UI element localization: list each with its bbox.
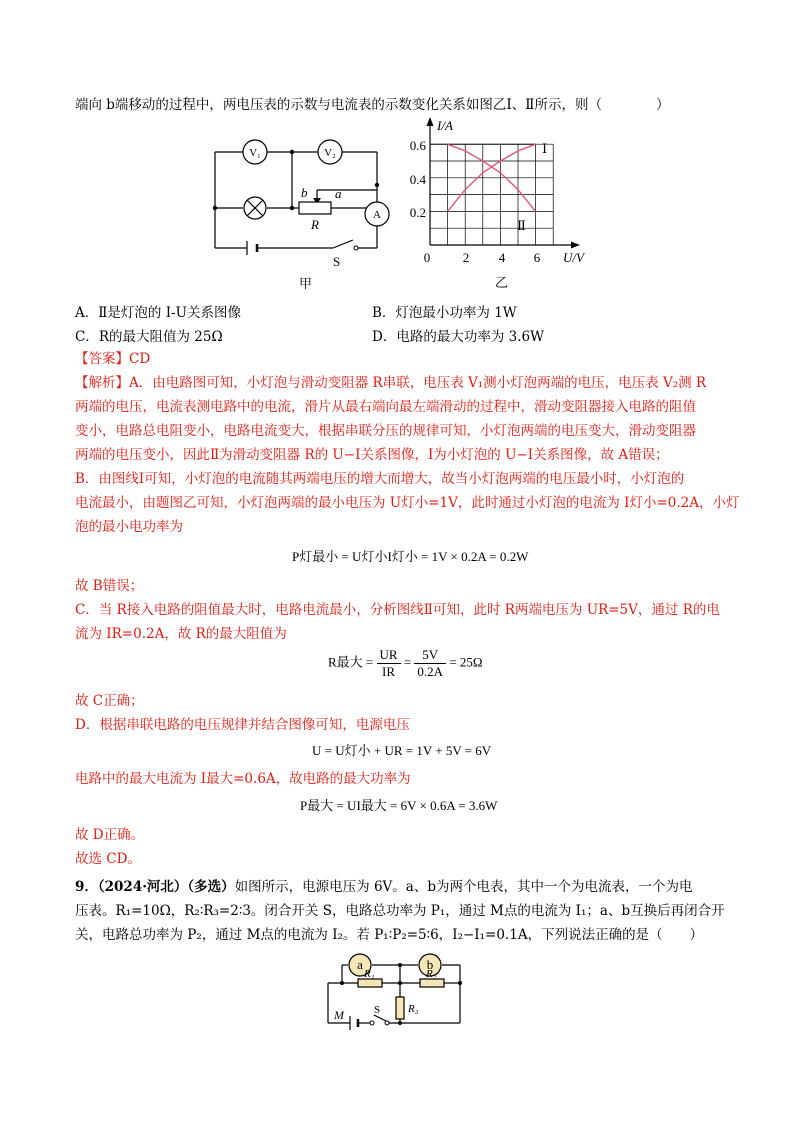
- curve-label-1: Ⅰ: [542, 141, 548, 156]
- resistor-r2-label: R₂: [426, 968, 437, 980]
- analysis-line: D．根据串联电路的电压规律并结合图像可知，电源电压: [75, 717, 410, 733]
- resistor-r3-label: R₃: [408, 1003, 419, 1015]
- circuit-diagram-q9: [320, 945, 470, 1030]
- rheostat-r-label: R: [311, 217, 319, 232]
- fraction-values: [414, 647, 446, 680]
- meter-a-label: a: [357, 957, 363, 972]
- analysis-line: 故 D正确。: [75, 827, 145, 843]
- switch-s-label: S: [374, 1004, 381, 1016]
- circuit-diagram-jia: [205, 130, 405, 295]
- equation-3: U = U灯小 + UR = 1V + 5V = 6V: [312, 743, 492, 758]
- analysis-line: 两端的电压，电流表测电路中的电流，滑片从最右端向最左端滑动的过程中，滑动变阻器接入电路的阻值: [75, 399, 696, 415]
- analysis-line: 电路中的最大电流为 I最大=0.6A，故电路的最大功率为: [75, 771, 411, 787]
- voltmeter-v1-label: V₁: [249, 147, 261, 159]
- point-m-label: M: [334, 1008, 344, 1022]
- analysis-line: B．由图线Ⅰ可知，小灯泡的电流随其两端电压的增大而增大，故当小灯泡两端的电压最小时，小灯泡的: [75, 471, 685, 487]
- analysis-line: C．当 R接入电路的阻值最大时，电路电流最小，分析图线Ⅱ可知，此时 R两端电压为 UR=5V，通过 R的电: [75, 602, 720, 618]
- intro-line: 端向 b端移动的过程中，两电压表的示数与电流表的示数变化关系如图乙Ⅰ、Ⅱ所示，则（ ）: [75, 97, 670, 113]
- equation-2-left: R最大 =: [328, 654, 374, 670]
- y-axis-label: I/A: [437, 118, 453, 133]
- equation-1: P灯最小 = U灯小I灯小 = 1V × 0.2A = 0.2W: [292, 549, 529, 564]
- analysis-line: 变小，电路总电阻变小，电路电流变大，根据串联分压的规律可知，小灯泡两端的电压变大，滑动变阻器: [75, 423, 696, 439]
- option-c: C．R的最大阻值为 25Ω: [75, 329, 223, 345]
- x-axis-label: U/V: [563, 250, 584, 265]
- equals-sign: =: [403, 654, 412, 670]
- fraction-numerator: 5V: [414, 647, 446, 664]
- ammeter-label: A: [373, 209, 381, 221]
- switch-s-label: S: [333, 254, 341, 269]
- option-a: A．Ⅱ是灯泡的 I-U关系图像: [75, 305, 241, 321]
- terminal-b-label: b: [301, 185, 308, 200]
- resistor-r1-label: R₁: [364, 968, 375, 980]
- analysis-line: 【解析】A．由电路图可知，小灯泡与滑动变阻器 R串联，电压表 V₁测小灯泡两端的电压，电压表 V₂测 R: [75, 375, 707, 391]
- analysis-line: 泡的最小电功率为: [75, 519, 183, 535]
- x-tick-label: 2: [462, 250, 470, 265]
- y-tick-label: 0.4: [409, 172, 426, 187]
- analysis-line: 故 C正确；: [75, 693, 144, 709]
- analysis-line: 两端的电压变小，因此Ⅱ为滑动变阻器 R的 U−I关系图像，Ⅰ为小灯泡的 U−I关系图像，故 A错误；: [75, 447, 669, 463]
- x-tick-label: 6: [533, 250, 541, 265]
- y-tick-label: 0.2: [409, 205, 426, 220]
- origin-label: 0: [423, 250, 431, 265]
- option-d: D．电路的最大功率为 3.6W: [372, 329, 544, 345]
- x-tick-label: 4: [498, 250, 506, 265]
- analysis-line: 电流最小，由题图乙可知，小灯泡两端的最小电压为 U灯小=1V，此时通过小灯泡的电流为 I灯小=0.2A，小灯: [75, 495, 740, 511]
- option-b: B．灯泡最小功率为 1W: [372, 305, 517, 321]
- question-9-line-1: [75, 877, 693, 897]
- fraction-ur-ir: [377, 647, 401, 680]
- figure-yi-caption: 乙: [495, 275, 509, 290]
- answer: 【答案】CD: [75, 351, 151, 367]
- question-9-number: 9．（2024·河北）（多选）: [75, 879, 235, 895]
- question-9-line-3: 关，电路总功率为 P₂，通过 M点的电流为 I₂。若 P₁∶P₂=5∶6，I₂−I₁=0.1A，下列说法正确的是（ ）: [75, 927, 704, 943]
- fraction-denominator: 0.2A: [417, 664, 444, 679]
- meter-b-label: b: [426, 957, 434, 972]
- figure-jia-caption: 甲: [299, 276, 313, 291]
- curve-label-2: Ⅱ: [517, 218, 526, 233]
- analysis-line: 故 B错误；: [75, 578, 144, 594]
- y-tick-label: 0.6: [409, 138, 426, 153]
- voltmeter-v2-label: V₂: [324, 147, 336, 159]
- analysis-line: 故选 CD。: [75, 851, 141, 867]
- fraction-denominator: IR: [382, 664, 396, 679]
- analysis-line: 流为 IR=0.2A，故 R的最大阻值为: [75, 626, 287, 642]
- fraction-numerator: UR: [377, 647, 401, 664]
- equation-4: P最大 = UI最大 = 6V × 0.6A = 3.6W: [300, 798, 498, 813]
- equation-2-right: = 25Ω: [449, 654, 483, 670]
- question-9-line-2: 压表。R₁=10Ω，R₂∶R₃=2∶3。闭合开关 S，电路总功率为 P₁，通过 M点的电流为 I₁；a、b互换后再闭合开: [75, 903, 725, 919]
- equation-2: [328, 647, 483, 680]
- graph-yi: [405, 112, 600, 292]
- terminal-a-label: a: [335, 186, 342, 201]
- question-9-text: 如图所示，电源电压为 6V。a、b为两个电表，其中一个为电流表，一个为电: [234, 879, 693, 895]
